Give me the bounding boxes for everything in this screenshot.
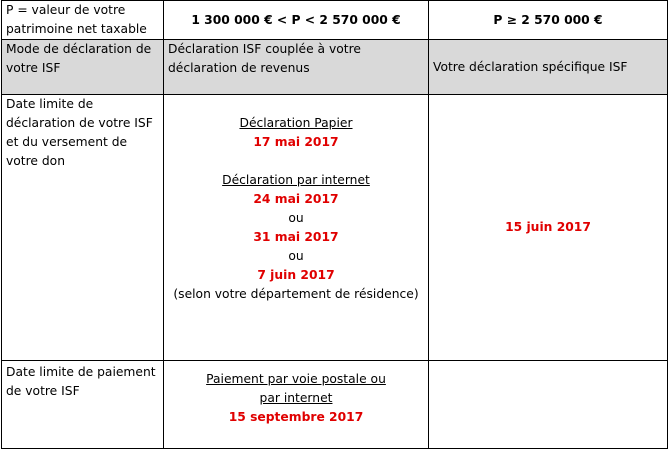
or-separator-2: ou (288, 249, 304, 263)
specific-declaration-date-cell: 15 juin 2017 (429, 95, 668, 361)
mode-specific-cell: Votre déclaration spécifique ISF (429, 40, 668, 95)
payment-title-line-2: par internet (259, 391, 333, 405)
declaration-row (2, 95, 668, 361)
payment-row (2, 361, 668, 449)
mode-coupled-cell: Déclaration ISF couplée à votre déclaration de revenus (164, 40, 429, 95)
header-row (2, 1, 668, 40)
spacer (168, 152, 424, 171)
internet-declaration-title: Déclaration par internet (222, 173, 370, 187)
or-separator-1: ou (288, 211, 304, 225)
declaration-dates-cell (164, 95, 429, 361)
payment-label: Date limite de paiement de votre ISF (6, 365, 156, 398)
declaration-label-cell: Date limite de déclaration de votre ISF et du versement de votre don (2, 95, 164, 361)
header-threshold-cell: P ≥ 2 570 000 € (429, 1, 668, 40)
internet-date-3: 7 juin 2017 (257, 268, 335, 282)
isf-deadlines-table (1, 0, 668, 449)
internet-date-1: 24 mai 2017 (253, 192, 339, 206)
mode-row (2, 40, 668, 95)
department-note: (selon votre département de résidence) (173, 287, 419, 301)
internet-date-2: 31 mai 2017 (253, 230, 339, 244)
header-patrimoine-cell: P = valeur de votre patrimoine net taxable (2, 1, 164, 40)
paper-declaration-date: 17 mai 2017 (253, 135, 339, 149)
payment-title-line-1: Paiement par voie postale ou (206, 372, 386, 386)
header-range-cell: 1 300 000 € < P < 2 570 000 € (164, 1, 429, 40)
payment-date: 15 septembre 2017 (228, 410, 364, 424)
payment-dates-cell (164, 361, 429, 449)
payment-label-cell (2, 361, 164, 449)
payment-empty-cell (429, 361, 668, 449)
mode-label-cell: Mode de déclaration de votre ISF (2, 40, 164, 95)
paper-declaration-title: Déclaration Papier (239, 116, 353, 130)
